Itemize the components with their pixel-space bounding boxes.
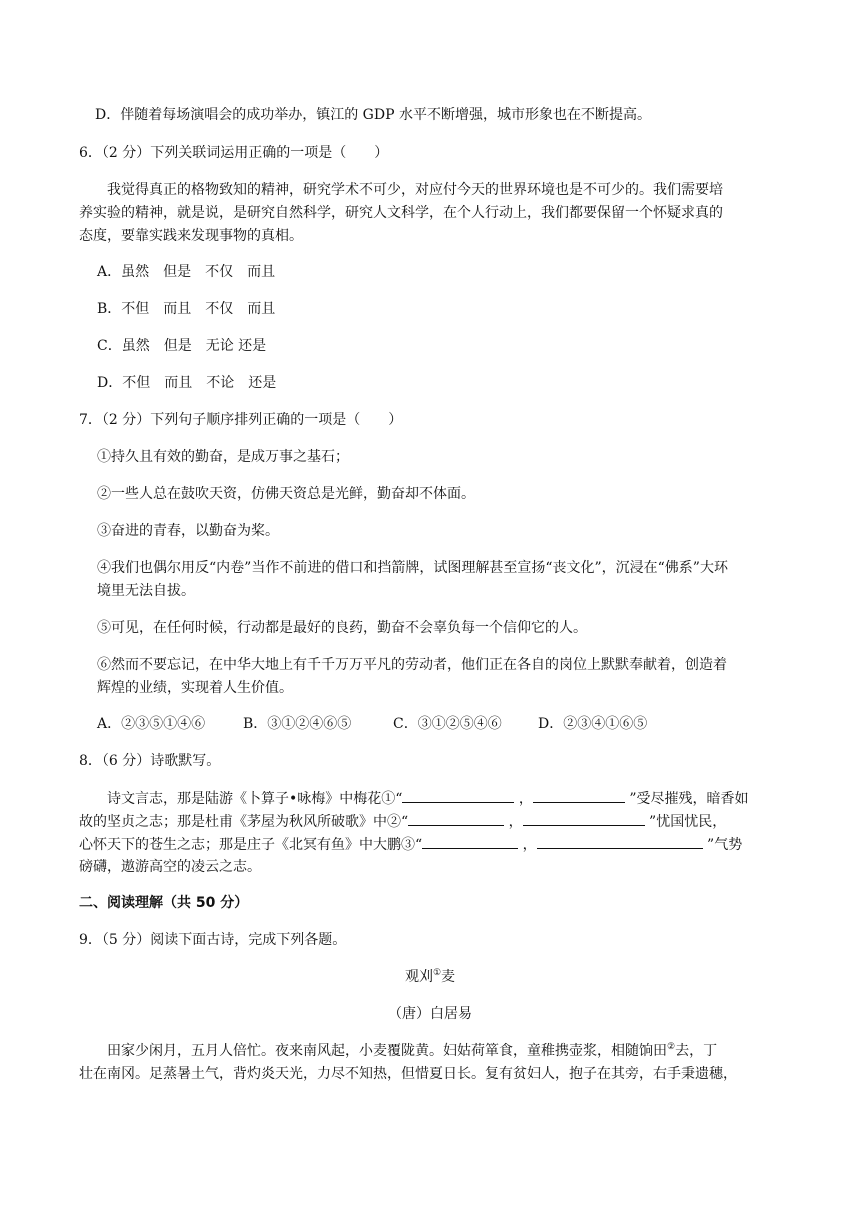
q7-stem: 7．（2 分）下列句子顺序排列正确的一项是（ ） — [79, 412, 403, 428]
q8-line-1-comma: ， — [514, 791, 533, 807]
q7-sentence-3: ③奋进的青春，以勤奋为桨。 — [97, 523, 279, 539]
q6-passage-line-1: 我觉得真正的格物致知的精神，研究学术不可少，对应付今天的世界环境也是不可少的。我们需要培 — [107, 182, 723, 198]
q7-sentence-5: ⑤可见，在任何时候，行动都是最好的良药，勤奋不会辜负每一个信仰它的人。 — [97, 620, 587, 636]
q7-option-c: C．③①②⑤④⑥ — [393, 716, 502, 732]
q8-stem: 8．（6 分）诗歌默写。 — [79, 753, 221, 769]
answer-blank-2[interactable] — [533, 788, 625, 803]
q8-line-1-text-b: ”受尽摧残，暗香如 — [624, 791, 749, 807]
q8-line-2-text-b: ”忧国忧民， — [644, 814, 727, 830]
q7-option-a: A．②③⑤①④⑥ — [97, 716, 206, 732]
q8-line-1 — [107, 788, 748, 809]
q6-option-a: A．虽然 但是 不仅 而且 — [97, 264, 276, 280]
q8-line-4: 磅礴，遨游高空的凌云之志。 — [79, 859, 261, 875]
q8-line-3-text-b: ”气势 — [702, 837, 743, 853]
answer-blank-5[interactable] — [422, 834, 518, 849]
q6-option-b: B．不但 而且 不仅 而且 — [97, 301, 276, 317]
q8-line-2-comma: ， — [504, 814, 523, 830]
q7-sentence-2: ②一些人总在鼓吹天资，仿佛天资总是光鲜，勤奋却不体面。 — [97, 486, 475, 502]
q7-sentence-4-line-1: ④我们也偶尔用反“内卷”当作不前进的借口和挡箭牌，试图理解甚至宣扬“丧文化”，沉浸在“佛系”大环 — [97, 560, 728, 576]
q7-option-d: D．②③④①⑥⑤ — [538, 716, 648, 732]
footnote-marker-2: ② — [667, 1042, 676, 1052]
q8-line-3 — [79, 834, 742, 855]
q6-option-c: C．虽然 但是 无论 还是 — [97, 338, 267, 354]
q8-line-2 — [79, 811, 726, 832]
q6-option-d: D．不但 而且 不论 还是 — [97, 375, 277, 391]
q7-sentence-6-line-1: ⑥然而不要忘记，在中华大地上有千千万万平凡的劳动者，他们正在各自的岗位上默默奉献着，创造着 — [97, 657, 727, 673]
q8-line-3-comma: ， — [518, 837, 537, 853]
q7-sentence-6-line-2: 辉煌的业绩，实现着人生价值。 — [97, 680, 293, 696]
q7-sentence-4-line-2: 境里无法自拔。 — [97, 583, 195, 599]
q7-sentence-1: ①持久且有效的勤奋，是成万事之基石； — [97, 449, 349, 465]
q8-line-2-text-a: 故的坚贞之志；那是杜甫《茅屋为秋风所破歌》中②“ — [79, 814, 409, 830]
poem-line-1: 田家少闲月，五月人倍忙。夜来南风起，小麦覆陇黄。妇姑荷箪食，童稚携壶浆，相随饷田②去，丁 — [107, 1042, 718, 1059]
q8-line-1-text-a: 诗文言志，那是陆游《卜算子•咏梅》中梅花①“ — [107, 791, 403, 807]
answer-blank-3[interactable] — [408, 811, 504, 826]
q9-stem: 9．（5 分）阅读下面古诗，完成下列各题。 — [79, 932, 347, 948]
poem-author: （唐）白居易 — [388, 1006, 472, 1022]
section-heading: 二、阅读理解（共 50 分） — [79, 895, 249, 911]
q6-passage-line-2: 养实验的精神，就是说，是研究自然科学，研究人文科学，在个人行动上，我们都要保留一个怀疑求真的 — [79, 205, 723, 221]
q6-passage-line-3: 态度，要靠实践来发现事物的真相。 — [79, 228, 303, 244]
answer-blank-6[interactable] — [537, 834, 703, 849]
q7-option-b: B．③①②④⑥⑤ — [243, 716, 352, 732]
footnote-marker-1: ① — [432, 968, 442, 978]
answer-blank-4[interactable] — [523, 811, 645, 826]
q8-line-3-text-a: 心怀天下的苍生之志；那是庄子《北冥有鱼》中大鹏③“ — [79, 837, 423, 853]
poem-title: 观刈①麦 — [404, 968, 456, 985]
answer-blank-1[interactable] — [402, 788, 514, 803]
q5-option-d: D．伴随着每场演唱会的成功举办，镇江的 GDP 水平不断增强，城市形象也在不断提高。 — [95, 107, 651, 123]
poem-line-2: 壮在南冈。足蒸暑土气，背灼炎天光，力尽不知热，但惜夏日长。复有贫妇人，抱子在其旁，右手秉遗穗， — [79, 1066, 737, 1082]
q6-stem: 6．（2 分）下列关联词运用正确的一项是（ ） — [79, 145, 389, 161]
